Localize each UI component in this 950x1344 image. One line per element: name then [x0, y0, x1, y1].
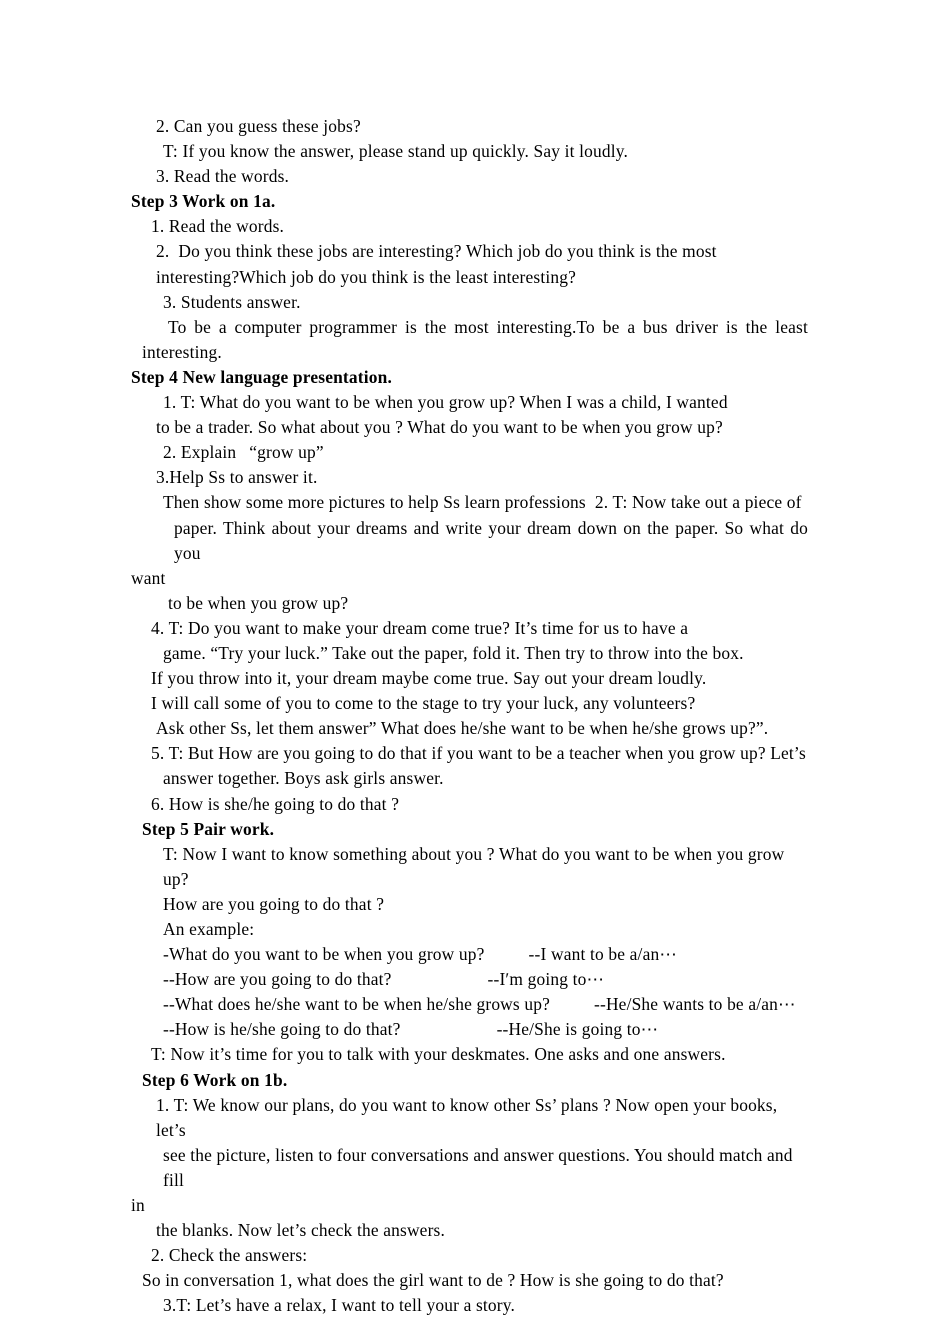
text-line: 1. T: What do you want to be when you grow up? When I was a child, I wanted — [163, 392, 728, 413]
text-line-orphan: want — [131, 567, 166, 588]
text-line-justified: To be a computer programmer is the most interesting.To be a bus driver is the least — [168, 316, 808, 337]
explain-label: 2. Explain — [163, 442, 237, 463]
text-line: to be when you grow up? — [168, 592, 349, 613]
dialogue-answer: --He/She is going to⋯ — [496, 1019, 659, 1040]
text-line: 1. Read the words. — [151, 216, 285, 237]
text-line: I will call some of you to come to the stage to try your luck, any volunteers? — [151, 693, 696, 714]
text-line-orphan: in — [131, 1195, 145, 1216]
dialogue-answer: --Iʹm going to⋯ — [487, 969, 605, 990]
text-line: 3. Students answer. — [163, 291, 301, 312]
text-line: T: If you know the answer, please stand up quickly. Say it loudly. — [163, 141, 629, 162]
dialogue-line — [131, 1017, 808, 1042]
text-line: 2. Do you think these jobs are interesting? Which job do you think is the most — [156, 241, 717, 262]
text-line-explain — [131, 440, 808, 465]
text-line: Then show some more pictures to help Ss learn professions 2. T: Now take out a piece of — [163, 492, 802, 513]
text-line: 2. Can you guess these jobs? — [156, 116, 361, 136]
text-line: How are you going to do that ? — [163, 893, 385, 914]
text-line: see the picture, listen to four conversations and answer questions. You should match and fill — [163, 1144, 798, 1190]
explain-term: “grow up” — [249, 442, 324, 463]
text-line: interesting?Which job do you think is the least interesting? — [156, 266, 576, 287]
dialogue-line — [131, 967, 808, 992]
dialogue-question: -What do you want to be when you grow up? — [163, 944, 485, 965]
section-heading-step-3: Step 3 Work on 1a. — [131, 191, 276, 212]
text-line: 3. Read the words. — [156, 166, 290, 187]
dialogue-question: --What does he/she want to be when he/she grows up? — [163, 994, 551, 1015]
section-heading-step-6: Step 6 Work on 1b. — [142, 1069, 288, 1090]
text-line: interesting. — [142, 341, 222, 362]
section-heading-step-4: Step 4 New language presentation. — [131, 366, 392, 387]
dialogue-question: --How is he/she going to do that? — [163, 1019, 401, 1040]
dialogue-answer: --I want to be a/an⋯ — [528, 944, 677, 965]
lesson-plan-body — [131, 114, 808, 1319]
text-line-justified: paper. Think about your dreams and write your dream down on the paper. So what do you — [174, 517, 808, 563]
dialogue-line — [131, 992, 808, 1017]
text-line: 3.T: Let’s have a relax, I want to tell your a story. — [163, 1295, 516, 1316]
text-line: If you throw into it, your dream maybe come true. Say out your dream loudly. — [151, 668, 707, 689]
text-line: T: Now I want to know something about you ? What do you want to be when you grow up? — [163, 843, 789, 889]
text-line: 4. T: Do you want to make your dream come true? It’s time for us to have a — [151, 617, 689, 638]
text-line: T: Now it’s time for you to talk with your deskmates. One asks and one answers. — [151, 1044, 726, 1065]
text-line: An example: — [163, 919, 255, 939]
text-line: answer together. Boys ask girls answer. — [163, 768, 444, 789]
text-line: Ask other Ss, let them answer” What does he/she want to be when he/she grows up?”. — [156, 718, 769, 739]
text-line: So in conversation 1, what does the girl want to de ? How is she going to do that? — [142, 1270, 724, 1291]
text-line: 3.Help Ss to answer it. — [156, 467, 318, 488]
text-line: 6. How is she/he going to do that ? — [151, 793, 400, 814]
text-line: game. “Try your luck.” Take out the paper, fold it. Then try to throw into the box. — [163, 642, 744, 663]
text-line: 5. T: But How are you going to do that if you want to be a teacher when you grow up? Let’s — [151, 743, 806, 764]
section-heading-step-5: Step 5 Pair work. — [142, 818, 275, 839]
text-line: 2. Check the answers: — [151, 1245, 308, 1266]
text-line: 1. T: We know our plans, do you want to know other Ss’ plans ? Now open your books, let’s — [156, 1094, 782, 1140]
text-line: to be a trader. So what about you ? What do you want to be when you grow up? — [156, 417, 723, 438]
dialogue-question: --How are you going to do that? — [163, 969, 392, 990]
dialogue-line — [131, 942, 808, 967]
text-line: the blanks. Now let’s check the answers. — [156, 1220, 445, 1241]
dialogue-answer: --He/She wants to be a/an⋯ — [594, 994, 796, 1015]
